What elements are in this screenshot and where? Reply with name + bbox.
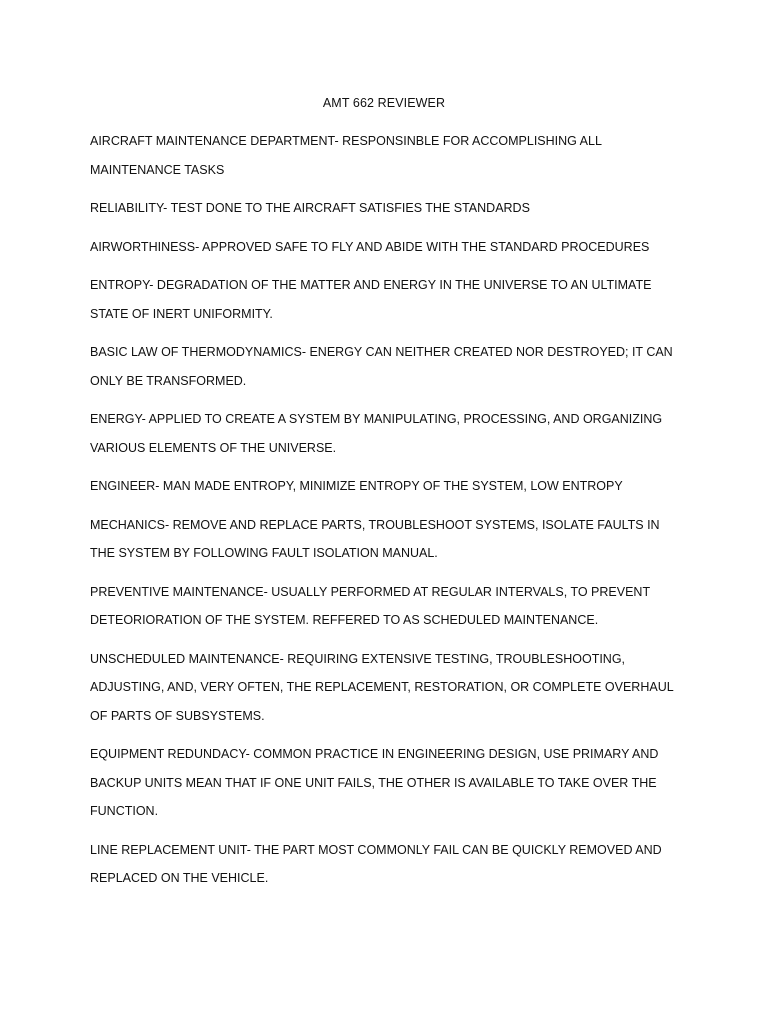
definition-entry: ENTROPY- DEGRADATION OF THE MATTER AND ENERGY IN THE UNIVERSE TO AN ULTIMATE STATE OF INERT UNIFORMITY.	[90, 278, 652, 321]
definition-entry: UNSCHEDULED MAINTENANCE- REQUIRING EXTENSIVE TESTING, TROUBLESHOOTING, ADJUSTING, AND, VERY OFTEN, THE REPLACEMENT, RESTORATION, OR COMPLETE OVERHAUL OF PARTS OF SUBSYSTEMS.	[90, 651, 674, 723]
definition-entry: AIRWORTHINESS- APPROVED SAFE TO FLY AND ABIDE WITH THE STANDARD PROCEDURES	[90, 239, 650, 254]
document-title: AMT 662 REVIEWER	[322, 96, 446, 110]
definition-entry: AIRCRAFT MAINTENANCE DEPARTMENT- RESPONSINBLE FOR ACCOMPLISHING ALL MAINTENANCE TASKS	[90, 134, 602, 177]
definition-entry: MECHANICS- REMOVE AND REPLACE PARTS, TROUBLESHOOT SYSTEMS, ISOLATE FAULTS IN THE SYSTEM BY FOLLOWING FAULT ISOLATION MANUAL.	[90, 517, 660, 560]
definition-entry: ENGINEER- MAN MADE ENTROPY, MINIMIZE ENTROPY OF THE SYSTEM, LOW ENTROPY	[90, 479, 623, 493]
definition-entry: BASIC LAW OF THERMODYNAMICS- ENERGY CAN NEITHER CREATED NOR DESTROYED; IT CAN ONLY BE TRANSFORMED.	[90, 345, 673, 388]
definition-entry: LINE REPLACEMENT UNIT- THE PART MOST COMMONLY FAIL CAN BE QUICKLY REMOVED AND REPLACED ON THE VEHICLE.	[90, 842, 662, 885]
definition-entry: RELIABILITY- TEST DONE TO THE AIRCRAFT SATISFIES THE STANDARDS	[90, 201, 530, 215]
definition-list	[90, 127, 678, 903]
definition-entry: ENERGY- APPLIED TO CREATE A SYSTEM BY MANIPULATING, PROCESSING, AND ORGANIZING VARIOUS ELEMENTS OF THE UNIVERSE.	[90, 412, 663, 455]
definition-entry: EQUIPMENT REDUNDACY- COMMON PRACTICE IN ENGINEERING DESIGN, USE PRIMARY AND BACKUP UNITS MEAN THAT IF ONE UNIT FAILS, THE OTHER IS AVAILABLE TO TAKE OVER THE FUNCTION.	[90, 747, 659, 818]
definition-entry: PREVENTIVE MAINTENANCE- USUALLY PERFORMED AT REGULAR INTERVALS, TO PREVENT DETEORIORATION OF THE SYSTEM. REFFERED TO AS SCHEDULED MAINTENANCE.	[90, 584, 650, 627]
